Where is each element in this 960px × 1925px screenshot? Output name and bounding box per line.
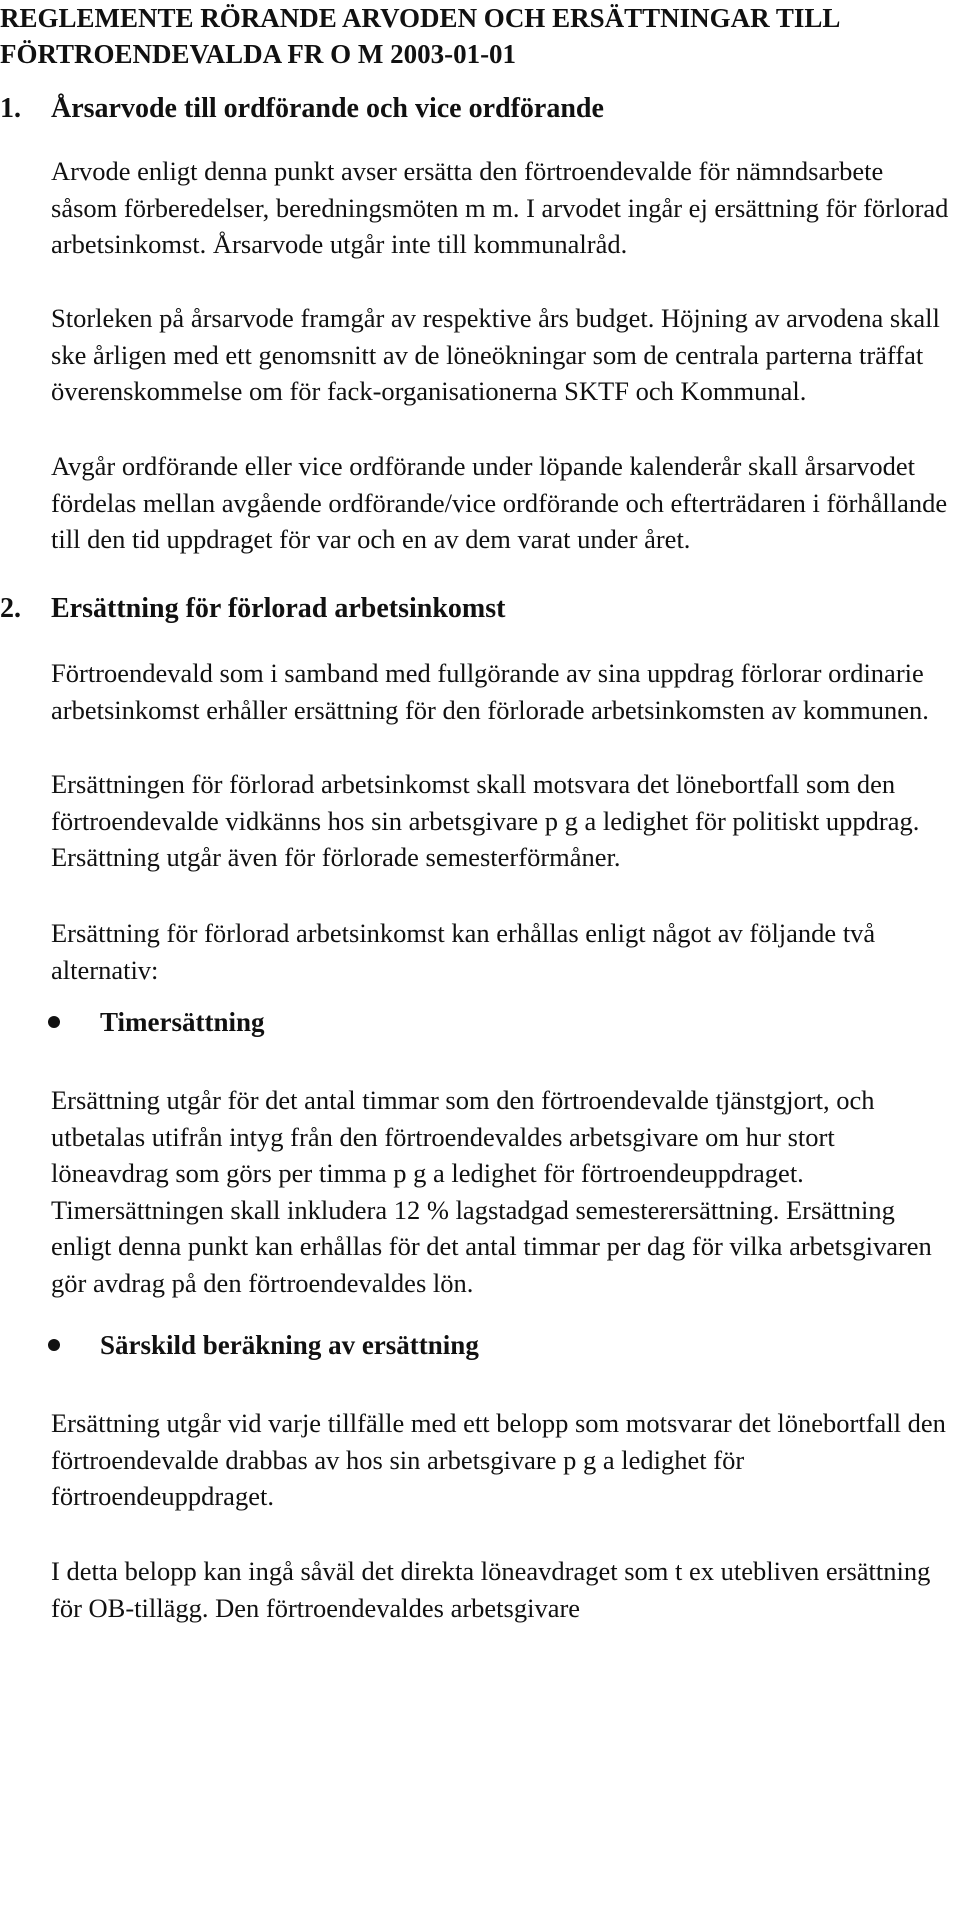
section-number: 1. <box>0 93 21 124</box>
paragraph: Ersättning utgår för det antal timmar som den förtroendevalde tjänstgjort, och utbetalas utifrån intyg från den förtroendevaldes arbetsgivare om hur stort löneavdrag som görs per timma p g a ledighet för förtroendeuppdraget. Timersättningen skall inkludera 12 % lagstadgad semesterersättning. Ersättning enligt denna punkt kan erhållas för det antal timmar per dag för vilka arbetsgivaren gör avdrag på den förtroendevaldes lön. <box>51 1085 932 1298</box>
section-number: 2. <box>0 593 21 624</box>
section-title: Årsarvode till ordförande och vice ordförande <box>51 93 604 124</box>
paragraph: I detta belopp kan ingå såväl det direkta löneavdraget som t ex utebliven ersättning för OB-tillägg. Den förtroendevaldes arbetsgivare <box>51 1556 931 1623</box>
paragraph: Ersättningen för förlorad arbetsinkomst skall motsvara det lönebortfall som den förtroendevalde vidkänns hos sin arbetsgivare p g a ledighet för politiskt uppdrag. Ersättning utgår även för förlorade semesterförmåner. <box>51 769 920 872</box>
bullet-label: Timersättning <box>100 1007 265 1037</box>
paragraph: Förtroendevald som i samband med fullgörande av sina uppdrag förlorar ordinarie arbetsinkomst erhåller ersättning för den förlorade arbetsinkomsten av kommunen. <box>51 658 929 725</box>
document-title: REGLEMENTE RÖRANDE ARVODEN OCH ERSÄTTNINGAR TILL FÖRTROENDEVALDA FR O M 2003-01-01 <box>0 3 839 69</box>
paragraph: Arvode enligt denna punkt avser ersätta den förtroendevalde för nämndsarbete såsom förberedelser, beredningsmöten m m. I arvodet ingår ej ersättning för förlorad arbetsinkomst. Årsarvode utgår inte till kommunalråd. <box>51 156 949 259</box>
section-heading-2 <box>0 591 505 627</box>
bullet-item-sarskild-berakning <box>0 1327 960 1363</box>
bullet-label: Särskild beräkning av ersättning <box>100 1330 479 1360</box>
paragraph: Avgår ordförande eller vice ordförande under löpande kalenderår skall årsarvodet fördelas mellan avgående ordförande/vice ordförande och efterträdaren i förhållande till den tid uppdraget för var och en av dem varat under året. <box>51 451 948 554</box>
paragraph: Storleken på årsarvode framgår av respektive års budget. Höjning av arvodena skall ske årligen med ett genomsnitt av de löneökningar som de centrala parterna träffat överenskommelse om för fack-organisationerna SKTF och Kommunal. <box>51 303 940 406</box>
bullet-item-timersattning <box>0 1004 960 1040</box>
section-title: Ersättning för förlorad arbetsinkomst <box>51 593 506 624</box>
bullet-icon <box>48 1016 60 1028</box>
paragraph: Ersättning för förlorad arbetsinkomst kan erhållas enligt något av följande två alternativ: <box>51 918 876 985</box>
paragraph: Ersättning utgår vid varje tillfälle med ett belopp som motsvarar det lönebortfall den förtroendevalde drabbas av hos sin arbetsgivare p g a ledighet för förtroendeuppdraget. <box>51 1408 946 1511</box>
bullet-icon <box>48 1339 60 1351</box>
section-heading-1 <box>0 91 604 127</box>
